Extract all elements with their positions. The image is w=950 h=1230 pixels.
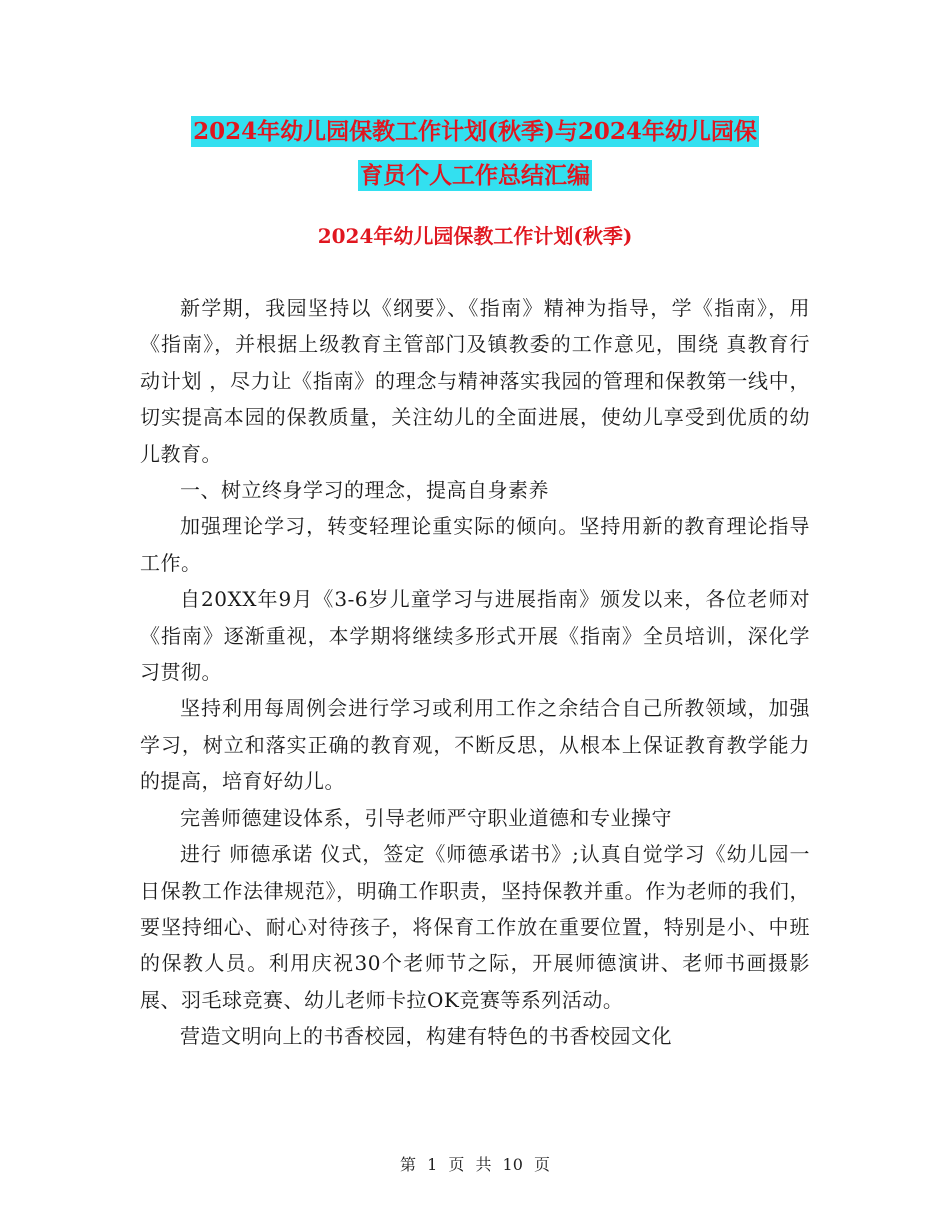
section-subtitle: 2024年幼儿园保教工作计划(秋季) <box>317 224 633 248</box>
document-body <box>140 290 810 1055</box>
title-line-2: 育员个人工作总结汇编 <box>360 162 590 189</box>
paragraph: 进行 师德承诺 仪式，签定《师德承诺书》;认真自觉学习《幼儿园一日保教工作法律规范》，明确工作职责，坚持保教并重。作为老师的我们，要坚持细心、耐心对待孩子，将保育工作放在重要位置，特别是小、中班的保教人员。利用庆祝30个老师节之际，开展师德演讲、老师书画摄影展、羽毛球竞赛、幼儿老师卡拉OK竞赛等系列活动。 <box>140 842 810 1012</box>
paragraph: 新学期，我园坚持以《纲要》、《指南》精神为指导，学《指南》，用《指南》，并根据上级教育主管部门及镇教委的工作意见，围绕 真教育行动计划 ，尽力让《指南》的理念与精神落实我园的管理和保教第一线中，切实提高本园的保教质量，关注幼儿的全面进展，使幼儿享受到优质的幼儿教育。 <box>140 296 810 466</box>
page-footer: 第 1 页 共 10 页 <box>400 1155 550 1174</box>
paragraph: 坚持利用每周例会进行学习或利用工作之余结合自己所教领域，加强学习，树立和落实正确的教育观，不断反思，从根本上保证教育教学能力的提高，培育好幼儿。 <box>140 696 810 794</box>
paragraph-heading: 营造文明向上的书香校园，构建有特色的书香校园文化 <box>180 1024 672 1049</box>
paragraph: 自20XX年9月《3-6岁儿童学习与进展指南》颁发以来，各位老师对《指南》逐渐重视，本学期将继续多形式开展《指南》全员培训，深化学习贯彻。 <box>140 587 810 685</box>
title-line-1: 2024年幼儿园保教工作计划(秋季)与2024年幼儿园保 <box>193 118 757 145</box>
paragraph-heading: 一、树立终身学习的理念，提高自身素养 <box>180 478 549 503</box>
document-title <box>0 110 950 198</box>
paragraph-heading: 完善师德建设体系，引导老师严守职业道德和专业操守 <box>180 805 672 830</box>
paragraph: 加强理论学习，转变轻理论重实际的倾向。坚持用新的教育理论指导工作。 <box>140 514 810 575</box>
